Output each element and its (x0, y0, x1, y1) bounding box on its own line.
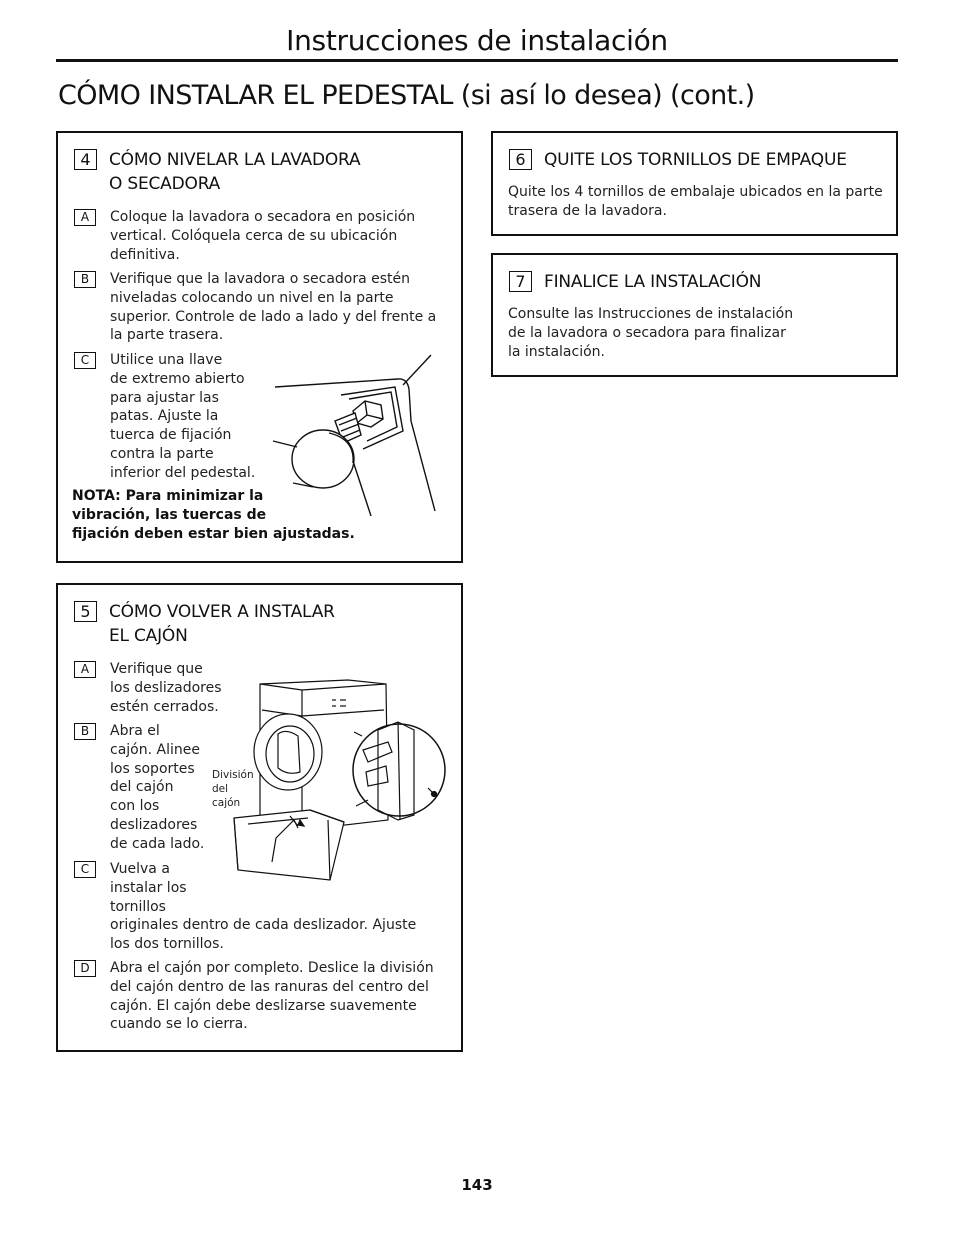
item-letter-a: A (74, 661, 96, 678)
step-6-text: Quite los 4 tornillos de embalaje ubicados en la parte trasera de la lavadora. (508, 184, 883, 219)
leveling-leg-illustration (263, 351, 453, 516)
step-6-heading (509, 148, 847, 172)
item-letter-b: B (74, 271, 96, 288)
step-7-title: FINALICE LA INSTALACIÓN (544, 272, 762, 292)
step-4-heading (74, 148, 360, 196)
drawer-divider-callout: División del cajón (212, 769, 254, 809)
page-number: 143 (461, 1176, 493, 1194)
step-7-heading (509, 270, 761, 294)
page-header-title: Instrucciones de instalación (286, 24, 668, 57)
item-letter-c: C (74, 352, 96, 369)
step-4-note: NOTA: Para minimizar la vibración, las tuercas de fijación deben estar bien ajustadas. (72, 488, 355, 542)
step-4-number: 4 (74, 149, 97, 170)
step-4-item-a-text: Coloque la lavadora o secadora en posición vertical. Colóquela cerca de su ubicación definitiva. (110, 209, 416, 263)
step-5-box (56, 583, 463, 1052)
step-5-number: 5 (74, 601, 97, 622)
step-6-title: QUITE LOS TORNILLOS DE EMPAQUE (544, 150, 847, 170)
step-5-item-b-text: Abra el cajón. Alinee los soportes del cajón con los deslizadores de cada lado. (110, 723, 205, 852)
step-5-item-d-text: Abra el cajón por completo. Deslice la división del cajón dentro de las ranuras del centro del cajón. El cajón debe deslizarse suavemente cuando se lo cierra. (110, 960, 434, 1033)
step-6-box (491, 131, 898, 236)
step-5-heading (74, 600, 335, 648)
header-rule (56, 59, 898, 62)
step-6-number: 6 (509, 149, 532, 170)
step-4-title: CÓMO NIVELAR LA LAVADORA O SECADORA (109, 150, 361, 194)
step-5-item-a-text: Verifique que los deslizadores estén cerrados. (110, 661, 222, 715)
step-4-item-c-text: Utilice una llave de extremo abierto para ajustar las patas. Ajuste la tuerca de fijación contra la parte inferior del pedestal. (110, 352, 256, 481)
step-4-item-b-text: Verifique que la lavadora o secadora estén niveladas colocando un nivel en la parte superior. Controle de lado a lado y del frente a la parte trasera. (110, 271, 437, 344)
drawer-installation-illustration (228, 670, 453, 895)
item-letter-c: C (74, 861, 96, 878)
step-5-title: CÓMO VOLVER A INSTALAR EL CAJÓN (109, 602, 335, 646)
step-5-item-c-text: Vuelva a instalar los tornillos originales dentro de cada deslizador. Ajuste los dos tornillos. (110, 861, 417, 953)
item-letter-b: B (74, 723, 96, 740)
step-7-text: Consulte las Instrucciones de instalación de la lavadora o secadora para finalizar la instalación. (508, 306, 794, 360)
step-7-number: 7 (509, 271, 532, 292)
item-letter-d: D (74, 960, 96, 977)
step-7-box (491, 253, 898, 377)
item-letter-a: A (74, 209, 96, 226)
section-title: CÓMO INSTALAR EL PEDESTAL (si así lo desea) (cont.) (58, 80, 755, 111)
step-4-box (56, 131, 463, 563)
